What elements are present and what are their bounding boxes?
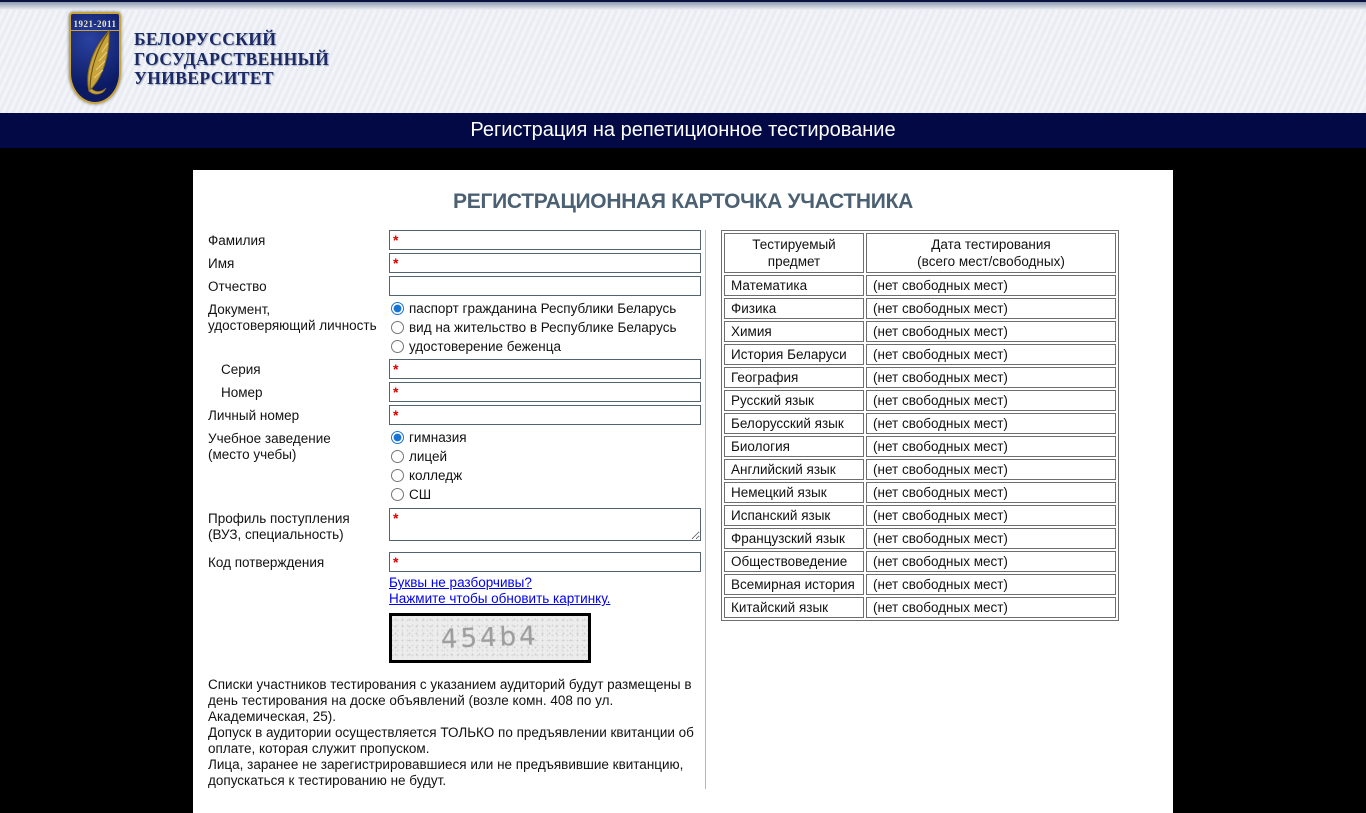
subject-cell: Испанский язык xyxy=(724,505,864,526)
subjects-table xyxy=(721,230,1119,621)
number-input[interactable] xyxy=(389,382,701,402)
subjects-table-header-date: Дата тестирования (всего мест/свободных) xyxy=(866,233,1116,273)
subject-cell: Русский язык xyxy=(724,390,864,411)
subject-cell: География xyxy=(724,367,864,388)
number-label: Номер xyxy=(221,385,263,400)
table-row xyxy=(724,344,1116,365)
captcha-text: 454b4 xyxy=(440,621,540,655)
table-row xyxy=(724,459,1116,480)
subject-cell: Белорусский язык xyxy=(724,413,864,434)
document-radio-group xyxy=(389,299,677,356)
table-row xyxy=(724,298,1116,319)
table-row xyxy=(724,413,1116,434)
institution-label: Учебное заведение (место учебы) xyxy=(208,431,331,462)
info-notes xyxy=(208,677,699,789)
table-row xyxy=(724,275,1116,296)
university-name-line: ГОСУДАРСТВЕННЫЙ xyxy=(134,48,330,69)
profile-label: Профиль поступления (ВУЗ, специальность) xyxy=(208,511,350,542)
table-row xyxy=(724,551,1116,572)
subject-cell: Математика xyxy=(724,275,864,296)
table-row xyxy=(724,528,1116,549)
institution-option-lyceum[interactable]: лицей xyxy=(389,447,467,466)
availability-cell: (нет свободных мест) xyxy=(866,367,1116,388)
subject-cell: Немецкий язык xyxy=(724,482,864,503)
required-asterisk: * xyxy=(393,510,399,526)
series-label: Серия xyxy=(221,362,261,377)
availability-cell: (нет свободных мест) xyxy=(866,459,1116,480)
institution-radio-group xyxy=(389,428,467,504)
university-name-line: УНИВЕРСИТЕТ xyxy=(134,68,274,88)
captcha-image xyxy=(389,613,591,663)
note-line: Лица, заранее не зарегистрировавшиеся или не предъявившие квитанцию, допускаться к тестированию не будут. xyxy=(208,757,684,788)
institution-radio-college[interactable] xyxy=(391,469,404,482)
main-area xyxy=(0,148,1366,813)
table-row xyxy=(724,505,1116,526)
table-row xyxy=(724,321,1116,342)
patronymic-input[interactable] xyxy=(389,276,701,296)
document-option-refugee-certificate[interactable]: удостоверение беженца xyxy=(389,337,677,356)
subjects-table-header-subject: Тестируемый предмет xyxy=(724,233,864,273)
required-asterisk: * xyxy=(393,255,399,271)
table-row xyxy=(724,436,1116,457)
availability-cell: (нет свободных мест) xyxy=(866,597,1116,618)
site-header xyxy=(0,0,1366,113)
table-row xyxy=(724,367,1116,388)
document-option-residence-permit[interactable]: вид на жительство в Республике Беларусь xyxy=(389,318,677,337)
availability-cell: (нет свободных мест) xyxy=(866,344,1116,365)
page-banner xyxy=(0,113,1366,148)
institution-radio-school[interactable] xyxy=(391,488,404,501)
availability-cell: (нет свободных мест) xyxy=(866,528,1116,549)
required-asterisk: * xyxy=(393,407,399,423)
surname-label: Фамилия xyxy=(208,233,266,248)
availability-cell: (нет свободных мест) xyxy=(866,390,1116,411)
availability-cell: (нет свободных мест) xyxy=(866,275,1116,296)
subject-cell: Обществоведение xyxy=(724,551,864,572)
institution-radio-gymnasium[interactable] xyxy=(391,431,404,444)
subject-cell: Химия xyxy=(724,321,864,342)
registration-card xyxy=(193,170,1173,813)
surname-input[interactable] xyxy=(389,230,701,250)
availability-cell: (нет свободных мест) xyxy=(866,321,1116,342)
institution-option-college[interactable]: колледж xyxy=(389,466,467,485)
university-name xyxy=(134,30,329,89)
series-input[interactable] xyxy=(389,359,701,379)
institution-option-school[interactable]: СШ xyxy=(389,485,467,504)
table-row xyxy=(724,574,1116,595)
availability-cell: (нет свободных мест) xyxy=(866,505,1116,526)
required-asterisk: * xyxy=(393,554,399,570)
subject-cell: Английский язык xyxy=(724,459,864,480)
confirmation-code-input[interactable] xyxy=(389,552,701,572)
university-name-line: БЕЛОРУССКИЙ xyxy=(134,29,277,49)
availability-cell: (нет свободных мест) xyxy=(866,482,1116,503)
document-radio-passport[interactable] xyxy=(391,302,404,315)
firstname-input[interactable] xyxy=(389,253,701,273)
captcha-refresh-link[interactable]: Нажмите чтобы обновить картинку. xyxy=(389,591,611,606)
availability-cell: (нет свободных мест) xyxy=(866,413,1116,434)
profile-textarea[interactable] xyxy=(389,508,701,541)
header-top-gradient xyxy=(0,2,1366,10)
logo-years: 1921-2011 xyxy=(73,19,117,29)
personal-number-label: Личный номер xyxy=(208,408,300,423)
institution-radio-lyceum[interactable] xyxy=(391,450,404,463)
document-radio-refugee-certificate[interactable] xyxy=(391,340,404,353)
table-row xyxy=(724,597,1116,618)
patronymic-label: Отчество xyxy=(208,279,267,294)
page-title: Регистрация на репетиционное тестирование xyxy=(470,119,896,141)
document-label: Документ, удостоверяющий личность xyxy=(208,302,377,333)
note-line: Списки участников тестирования с указанием аудиторий будут размещены в день тестирования на доске объявлений (возле комн. 408 по ул. Академическая, 25). xyxy=(208,677,692,724)
bsu-feather-icon xyxy=(76,28,118,100)
subjects-table-column xyxy=(705,230,1173,789)
subject-cell: Французский язык xyxy=(724,528,864,549)
availability-cell: (нет свободных мест) xyxy=(866,574,1116,595)
availability-cell: (нет свободных мест) xyxy=(866,436,1116,457)
document-radio-residence-permit[interactable] xyxy=(391,321,404,334)
availability-cell: (нет свободных мест) xyxy=(866,298,1116,319)
personal-number-input[interactable] xyxy=(389,405,701,425)
table-row xyxy=(724,390,1116,411)
availability-cell: (нет свободных мест) xyxy=(866,551,1116,572)
note-line: Допуск в аудитории осуществляется ТОЛЬКО по предъявлении квитанции об оплате, которая служит пропуском. xyxy=(208,725,694,756)
subject-cell: Всемирная история xyxy=(724,574,864,595)
document-option-passport[interactable]: паспорт гражданина Республики Беларусь xyxy=(389,299,677,318)
required-asterisk: * xyxy=(393,384,399,400)
institution-option-gymnasium[interactable]: гимназия xyxy=(389,428,467,447)
subject-cell: История Беларуси xyxy=(724,344,864,365)
table-row xyxy=(724,482,1116,503)
firstname-label: Имя xyxy=(208,256,235,271)
required-asterisk: * xyxy=(393,361,399,377)
bsu-logo xyxy=(69,12,121,104)
captcha-unreadable-link[interactable]: Буквы не разборчивы? xyxy=(389,575,532,590)
subject-cell: Биология xyxy=(724,436,864,457)
required-asterisk: * xyxy=(393,232,399,248)
subject-cell: Физика xyxy=(724,298,864,319)
registration-form xyxy=(208,230,705,789)
confirmation-code-label: Код потверждения xyxy=(208,555,325,570)
subject-cell: Китайский язык xyxy=(724,597,864,618)
card-title: РЕГИСТРАЦИОННАЯ КАРТОЧКА УЧАСТНИКА xyxy=(453,190,913,213)
